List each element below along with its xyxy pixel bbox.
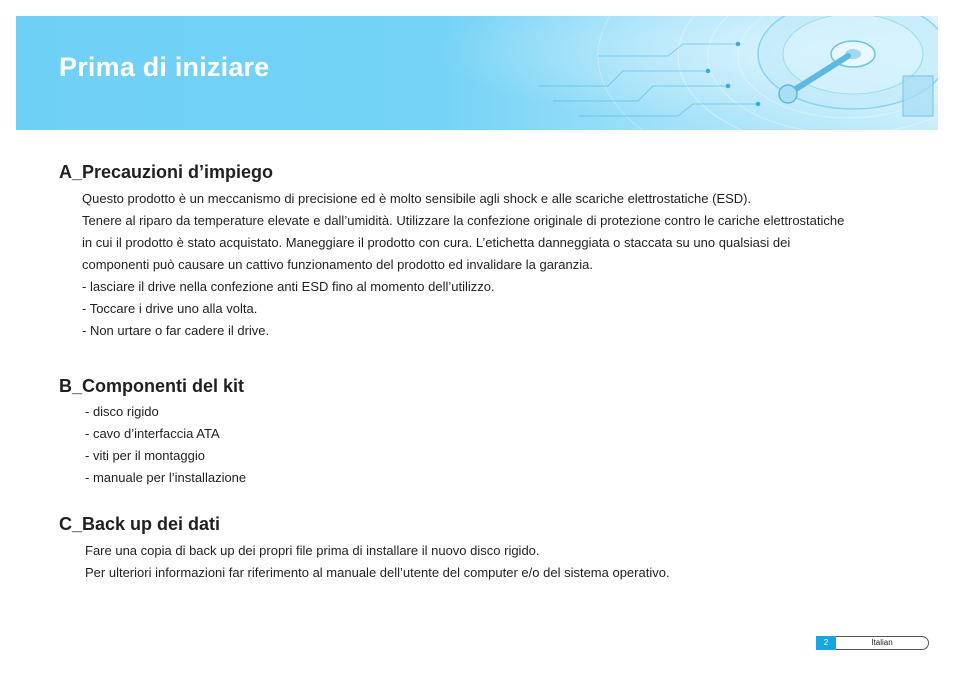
text-line: componenti può causare un cattivo funzionamento del prodotto ed invalidare la garanzia. xyxy=(82,257,593,272)
precautions-text xyxy=(82,188,844,342)
hard-disk-illustration xyxy=(378,16,938,130)
kit-components-list xyxy=(85,401,246,489)
text-line: in cui il prodotto è stato acquistato. Maneggiare il prodotto con cura. L’etichetta danneggiata o staccata su uno qualsiasi dei xyxy=(82,235,791,250)
section-heading-kit-components: B_Componenti del kit xyxy=(59,376,245,396)
text-line: Per ulteriori informazioni far riferimento al manuale dell’utente del computer e/o del sistema operativo. xyxy=(85,565,670,580)
text-line: Questo prodotto è un meccanismo di precisione ed è molto sensibile agli shock e alle scariche elettrostatiche (ESD). xyxy=(82,191,752,206)
page-footer xyxy=(816,636,930,650)
list-item: - manuale per l’installazione xyxy=(85,470,247,485)
list-item: - cavo d’interfaccia ATA xyxy=(85,426,220,441)
header-banner xyxy=(16,16,938,130)
list-item: - viti per il montaggio xyxy=(85,448,205,463)
page-title: Prima di iniziare xyxy=(59,52,270,82)
language-label: Italian xyxy=(836,636,929,650)
section-heading-backup: C_Back up dei dati xyxy=(59,514,221,534)
section-heading-precautions: A_Precauzioni d’impiego xyxy=(59,162,274,182)
list-item: - Toccare i drive uno alla volta. xyxy=(82,301,258,316)
list-item: - Non urtare o far cadere il drive. xyxy=(82,323,270,338)
page-number: 2 xyxy=(816,636,836,650)
text-line: Fare una copia di back up dei propri file prima di installare il nuovo disco rigido. xyxy=(85,543,540,558)
backup-text xyxy=(85,540,670,584)
list-item: - disco rigido xyxy=(85,404,159,419)
text-line: Tenere al riparo da temperature elevate e dall’umidità. Utilizzare la confezione originale di protezione contro le cariche elettrostatiche xyxy=(82,213,845,228)
list-item: - lasciare il drive nella confezione anti ESD fino al momento dell’utilizzo. xyxy=(82,279,495,294)
